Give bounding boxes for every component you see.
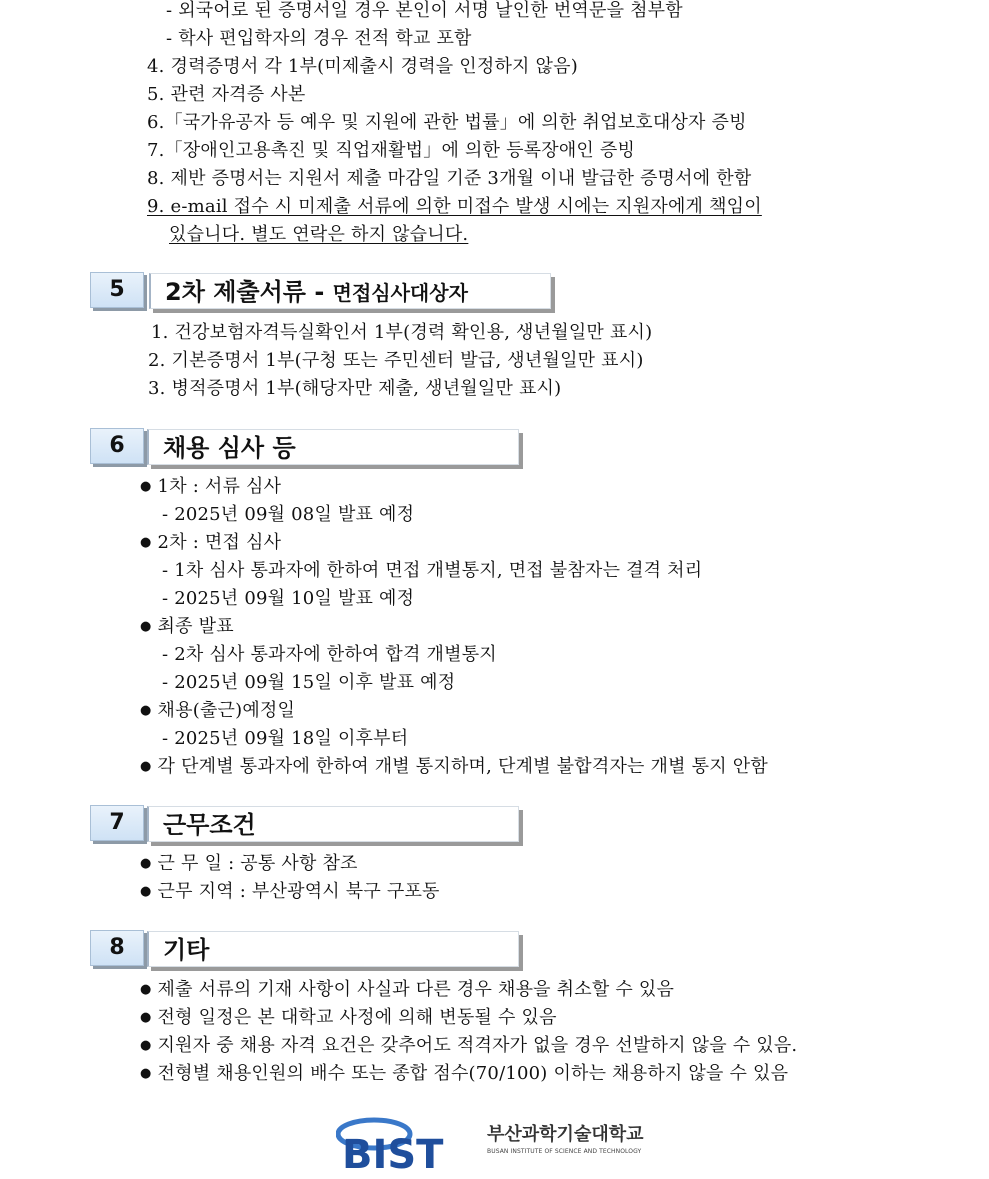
section-6-line-10: - 2025년 09월 18일 이후부터 bbox=[162, 728, 409, 749]
section-8-title: 기타 bbox=[147, 931, 519, 967]
section-6-line-8: - 2025년 09월 15일 이후 발표 예정 bbox=[162, 672, 456, 693]
sub-item-transfer: - 학사 편입학자의 경우 전적 학교 포함 bbox=[166, 28, 472, 49]
section-8-line-1: ● 제출 서류의 기재 사항이 사실과 다른 경우 채용을 취소할 수 있음 bbox=[140, 977, 674, 1005]
section-5-item-2: 2. 기본증명서 1부(구청 또는 주민센터 발급, 생년월일만 표시) bbox=[148, 350, 644, 371]
bist-logo-mark bbox=[336, 1112, 486, 1172]
section-5-number: 5 bbox=[90, 272, 144, 308]
section-8-line-4: ● 전형별 채용인원의 배수 또는 종합 점수(70/100) 이하는 채용하지 않을 수 있음 bbox=[140, 1061, 788, 1089]
section-6-line-5: - 2025년 09월 10일 발표 예정 bbox=[162, 588, 415, 609]
section-5-title bbox=[149, 273, 551, 309]
section-7-line-2: ● 근무 지역 : 부산광역시 북구 구포동 bbox=[140, 879, 440, 907]
bist-logo-text: BIST bbox=[342, 1132, 444, 1172]
bist-logo bbox=[336, 1112, 656, 1172]
section-6-line-7: - 2차 심사 통과자에 한하여 합격 개별통지 bbox=[162, 644, 497, 665]
section-6-line-11: ● 각 단계별 통과자에 한하여 개별 통지하며, 단계별 불합격자는 개별 통지 안함 bbox=[140, 754, 768, 782]
section-8-line-2: ● 전형 일정은 본 대학교 사정에 의해 변동될 수 있음 bbox=[140, 1005, 557, 1033]
list-item-4: 4. 경력증명서 각 1부(미제출시 경력을 인정하지 않음) bbox=[147, 56, 578, 77]
list-item-7: 7.「장애인고용촉진 및 직업재활법」에 의한 등록장애인 증빙 bbox=[147, 140, 636, 161]
section-7-line-1: ● 근 무 일 : 공통 사항 참조 bbox=[140, 851, 358, 879]
section-6-line-6: ● 최종 발표 bbox=[140, 614, 234, 642]
section-6-line-3: ● 2차 : 면접 심사 bbox=[140, 530, 281, 558]
section-7-number: 7 bbox=[90, 805, 144, 841]
section-5-item-1: 1. 건강보험자격득실확인서 1부(경력 확인용, 생년월일만 표시) bbox=[151, 322, 653, 343]
section-6-line-1: ● 1차 : 서류 심사 bbox=[140, 474, 281, 502]
section-8-number: 8 bbox=[90, 930, 144, 966]
list-item-5: 5. 관련 자격증 사본 bbox=[147, 84, 306, 105]
section-7-title: 근무조건 bbox=[147, 806, 519, 842]
section-5-item-3: 3. 병적증명서 1부(해당자만 제출, 생년월일만 표시) bbox=[148, 378, 562, 399]
sub-item-translation: - 외국어로 된 증명서일 경우 본인이 서명 날인한 번역문을 첨부함 bbox=[166, 0, 683, 21]
section-5-title-text: 2차 제출서류 - bbox=[165, 278, 333, 306]
list-item-6: 6.「국가유공자 등 예우 및 지원에 관한 법률」에 의한 취업보호대상자 증빙 bbox=[147, 112, 747, 133]
list-item-9-line2: 있습니다. 별도 연락은 하지 않습니다. bbox=[169, 224, 469, 245]
section-6-line-2: - 2025년 09월 08일 발표 예정 bbox=[162, 504, 415, 525]
list-item-9-line1: 9. e-mail 접수 시 미제출 서류에 의한 미접수 발생 시에는 지원자에게 책임이 bbox=[147, 196, 762, 217]
section-6-title: 채용 심사 등 bbox=[147, 429, 519, 465]
section-5-subtitle: 면접심사대상자 bbox=[332, 281, 468, 305]
list-item-8: 8. 제반 증명서는 지원서 제출 마감일 기준 3개월 이내 발급한 증명서에 한함 bbox=[147, 168, 752, 189]
university-name-english: BUSAN INSTITUTE OF SCIENCE AND TECHNOLOGY bbox=[487, 1148, 642, 1155]
section-8-line-3: ● 지원자 중 채용 자격 요건은 갖추어도 적격자가 없을 경우 선발하지 않을 수 있음. bbox=[140, 1033, 797, 1061]
university-name-korean: 부산과학기술대학교 bbox=[487, 1124, 644, 1145]
section-6-number: 6 bbox=[90, 428, 144, 464]
section-6-line-4: - 1차 심사 통과자에 한하여 면접 개별통지, 면접 불참자는 결격 처리 bbox=[162, 560, 703, 581]
section-6-line-9: ● 채용(출근)예정일 bbox=[140, 698, 295, 726]
